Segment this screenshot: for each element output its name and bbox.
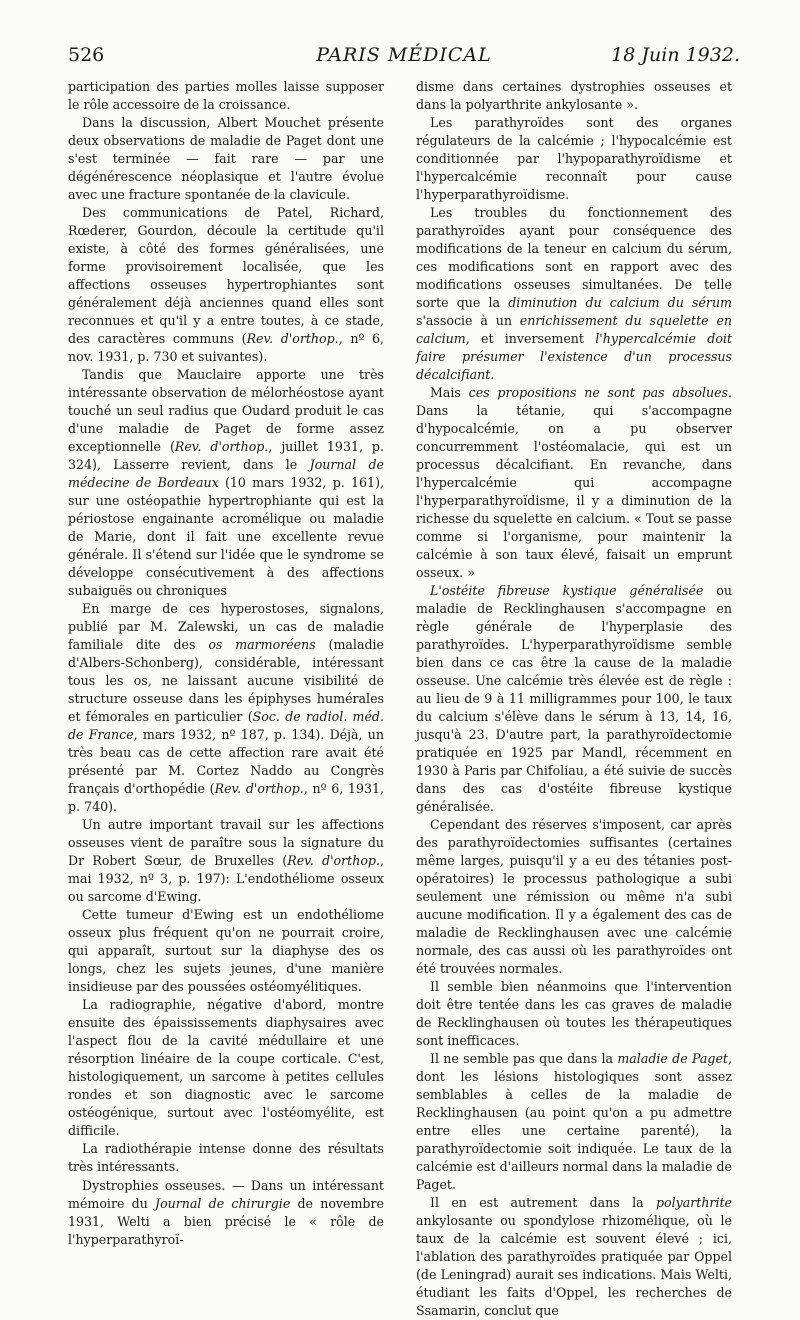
page-number: 526 — [68, 44, 105, 66]
reference: Journal de médecine de Bordeaux — [68, 457, 384, 490]
journal-title: PARIS MÉDICAL — [316, 44, 492, 66]
paragraph: Mais ces propositions ne sont pas absolues. Dans la tétanie, qui s'accompagne d'hypocalcémie, on a pu observer concurremment l'ostéomalacie, qui est un processus décalcifiant. En revanche, dans l'hypercalcémie qui accompagne l'hyperparathyroïdisme, il y a diminution de la richesse du squelette en calcium. « Tout se passe comme si l'organisme, pour maintenir la calcémie à son taux élevé, faisait un emprunt osseux. » — [416, 385, 733, 580]
paragraph: Cependant des réserves s'imposent, car après des parathyroïdectomies suffisantes (certaines même larges, puisqu'il y a eu des tétanies post-opératoires) le processus pathologique a subi seulement une rémission ou même n'a subi aucune modification. Il y a également des cas de maladie de Recklinghausen avec une calcémie normale, des cas aussi où les parathyroïdes ont été trouvées normales. — [416, 817, 732, 976]
reference: Rev. d'orthop. — [174, 439, 269, 454]
issue-date: 18 Juin 1932. — [611, 44, 740, 66]
paragraph: Il ne semble pas que dans la maladie de Paget, dont les lésions histologiques sont assez semblables à celles de la maladie de Recklinghausen (au point qu'on a pu admettre entre elles une certaine parenté), la parathyroïdectomie soit indiquée. Le taux de la calcémie est d'ailleurs normal dans la maladie de Paget. — [416, 1051, 732, 1192]
reference: Rev. d'orthop. — [246, 331, 339, 346]
emphasis: polyarthrite — [655, 1195, 732, 1210]
term: os marmoréens — [208, 637, 316, 652]
paragraph: Dans la discussion, Albert Mouchet présente deux observations de maladie de Paget dont une s'est terminée — fait rare — par une dégénérescence néoplasique et l'autre évolue avec une fracture spontanée de la clavicule. — [68, 115, 384, 202]
reference: Soc. de radiol. méd. de France — [68, 709, 384, 742]
left-column — [68, 78, 384, 1249]
section-heading: Dystrophies osseuses. — [82, 1178, 226, 1193]
emphasis: ces propositions ne sont pas absolues. — [468, 385, 733, 400]
paragraph: La radiothérapie intense donne des résultats très intéressants. — [68, 1141, 384, 1174]
section-paragraph: Dystrophies osseuses. — Dans un intéressant mémoire du Journal de chirurgie de novembre 1931, Welti a bien précisé le « rôle de l'hyperparathyroï- — [68, 1178, 384, 1247]
paragraph: En marge de ces hyperostoses, signalons, publié par M. Zalewski, un cas de maladie familiale dite des os marmoréens (maladie d'Albers-Schonberg), considérable, intéressant tous les os, ne laissant aucune visibilité de structure osseuse dans les épiphyses humérales et fémorales en particulier (Soc. de radiol. méd. de France, mars 1932, nº 187, p. 134). Déjà, un très beau cas de cette affection rare avait été présenté par M. Cortez Naddo au Congrès français d'orthopédie (Rev. d'orthop., nº 6, 1931, p. 740). — [68, 601, 385, 814]
emphasis: maladie de Paget — [617, 1051, 728, 1066]
emphasis: enrichissement du squelette en calcium — [416, 313, 733, 346]
emphasis: L'ostéite fibreuse kystique généralisée — [430, 583, 704, 598]
paragraph: Il en est autrement dans la polyarthrite ankylosante ou spondylose rhizomélique, où le taux de la calcémie est souvent élevé ; ici, l'ablation des parathyroïdes pratiquée par Oppel (de Leningrad) aurait ses indications. Mais Welti, étudiant les faits d'Oppel, les recherches de Ssamarin, conclut que — [416, 1195, 732, 1318]
reference: Rev. d'orthop. — [287, 853, 380, 868]
paragraph: Un autre important travail sur les affections osseuses vient de paraître sous la signature du Dr Robert Sœur, de Bruxelles (Rev. d'orthop., mai 1932, nº 3, p. 197): L'endothéliome osseux ou sarcome d'Ewing. — [68, 817, 384, 904]
emphasis: diminution du calcium du sérum — [508, 295, 732, 310]
paragraph: Il semble bien néanmoins que l'intervention doit être tentée dans les cas graves de maladie de Recklinghausen où toutes les thérapeutiques sont inefficaces. — [416, 979, 732, 1048]
paragraph: La radiographie, négative d'abord, montre ensuite des épaississements diaphysaires avec l'aspect flou de la cavité médullaire et une résorption linéaire de la coupe corticale. C'est, histologiquement, un sarcome à petites cellules rondes et son diagnostic avec le sarcome ostéogénique, surtout avec l'ostéomyélite, est difficile. — [68, 997, 384, 1138]
right-column — [416, 78, 732, 1320]
paragraph: Des communications de Patel, Richard, Rœderer, Gourdon, découle la certitude qu'il existe, à côté des formes généralisées, une forme provisoirement localisée, que les affections osseuses hypertrophiantes sont généralement déjà anciennes quand elles sont reconnues et qu'il y a entre toutes, à ce stade, des caractères communs (Rev. d'orthop., nº 6, nov. 1931, p. 730 et suivantes). — [68, 205, 385, 364]
reference: Journal de chirurgie — [155, 1196, 291, 1211]
emphasis: l'hypercalcémie doit faire présumer l'existence d'un processus décalcifiant. — [416, 331, 732, 382]
reference: Rev. d'orthop. — [214, 781, 304, 796]
paragraph: Les parathyroïdes sont des organes régulateurs de la calcémie ; l'hypocalcémie est conditionnée par l'hypoparathyroïdisme et l'hypercalcémie reconnaît pour cause l'hyperparathyroïdisme. — [416, 115, 732, 202]
paragraph: disme dans certaines dystrophies osseuses et dans la polyarthrite ankylosante ». — [416, 79, 732, 112]
paragraph: Cette tumeur d'Ewing est un endothéliome osseux plus fréquent qu'on ne pourrait croire, qui apparaît, surtout sur la diaphyse des os longs, chez les sujets jeunes, d'une manière insidieuse par des poussées ostéomyélitiques. — [68, 907, 384, 994]
paragraph: Tandis que Mauclaire apporte une très intéressante observation de mélorhéostose ayant touché un seul radius que Oudard produit le cas d'une maladie de Paget de forme assez exceptionnelle (Rev. d'orthop., juillet 1931, p. 324), Lasserre revient, dans le Journal de médecine de Bordeaux (10 mars 1932, p. 161), sur une ostéopathie hypertrophiante qui est la périostose engainante acromélique ou maladie de Marie, dont il fait une excellente revue générale. Il s'étend sur l'idée que le syndrome se développe consécutivement à des affections subaiguës ou chroniques — [68, 367, 385, 598]
paragraph: Les troubles du fonctionnement des parathyroïdes ayant pour conséquence des modifications de la teneur en calcium du sérum, ces modifications sont en rapport avec des modifications osseuses simultanées. De telle sorte que la diminution du calcium du sérum s'associe à un enrichissement du squelette en calcium, et inversement l'hypercalcémie doit faire présumer l'existence d'un processus décalcifiant. — [416, 205, 733, 382]
paragraph: L'ostéite fibreuse kystique généralisée ou maladie de Recklinghausen s'accompagne en règle générale de l'hyperplasie des parathyroïdes. L'hyperparathyroïdisme semble bien dans ce cas être la cause de la maladie osseuse. Une calcémie très élevée est de règle : au lieu de 9 à 11 milligrammes pour 100, le taux du calcium s'élève dans le sérum à 13, 14, 16, jusqu'à 23. D'autre part, la parathyroïdectomie pratiquée en 1925 par Mandl, récemment en 1930 à Paris par Chifoliau, a été suivie de succès dans des cas d'ostéite fibreuse kystique généralisée. — [416, 583, 732, 814]
paragraph: participation des parties molles laisse supposer le rôle accessoire de la croissance. — [68, 79, 384, 112]
running-header — [68, 44, 740, 72]
